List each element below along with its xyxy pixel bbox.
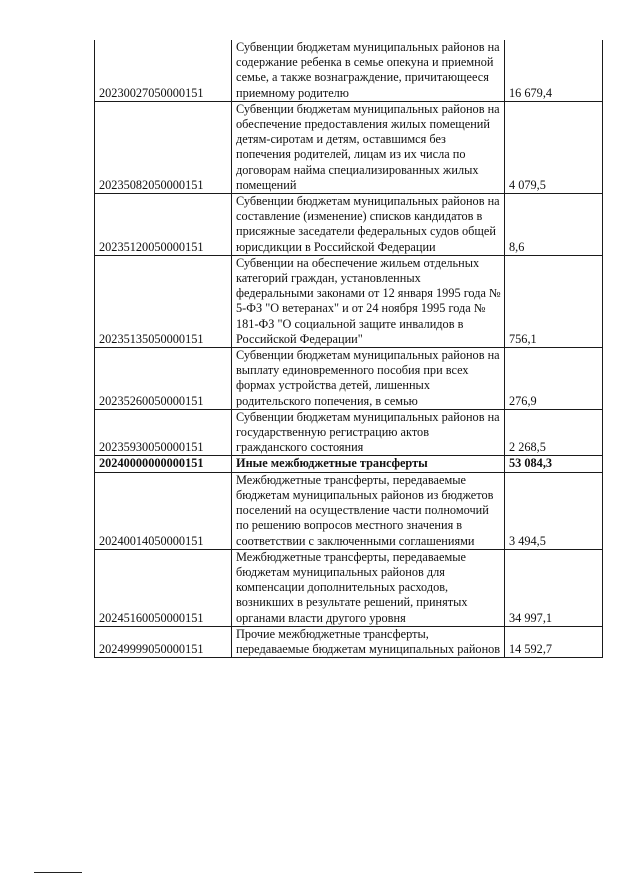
table-row — [95, 101, 603, 193]
description-text: Прочие межбюджетные трансферты, передаваемые бюджетам муниципальных районов — [236, 626, 501, 656]
amount-cell: 756,1 — [505, 255, 603, 347]
description-cell — [232, 409, 505, 456]
description-cell — [232, 101, 505, 193]
amount-cell: 14 592,7 — [505, 626, 603, 657]
description-text: Межбюджетные трансферты, передаваемые бюджетам муниципальных районов из бюджетов поселений на осуществление части полномочий по решению вопросов местного значения в соответствии с заключенными соглашениями — [236, 472, 494, 548]
description-cell — [232, 456, 505, 472]
description-text: Субвенции бюджетам муниципальных районов на государственную регистрацию актов гражданского состояния — [236, 409, 500, 455]
amount-cell: 4 079,5 — [505, 101, 603, 193]
budget-code-cell: 20245160050000151 — [95, 549, 232, 626]
description-cell — [232, 348, 505, 410]
table-row — [95, 255, 603, 347]
table-row — [95, 194, 603, 256]
budget-code-cell: 20249999050000151 — [95, 626, 232, 657]
table-row — [95, 40, 603, 101]
amount-cell: 8,6 — [505, 194, 603, 256]
budget-code-cell: 20235135050000151 — [95, 255, 232, 347]
description-text: Субвенции бюджетам муниципальных районов на обеспечение предоставления жилых помещений детям-сиротам и детям, оставшимся без попечения родителей, лицам из их числа по договорам найма специализированных жилых помещений — [236, 101, 500, 192]
description-cell — [232, 40, 505, 101]
description-text: Межбюджетные трансферты, передаваемые бюджетам муниципальных районов для компенсации дополнительных расходов, возникших в результате решений, принятых органами власти другого уровня — [236, 549, 468, 625]
table-row — [95, 549, 603, 626]
budget-code-cell: 20235930050000151 — [95, 409, 232, 456]
budget-code-cell: 20240014050000151 — [95, 472, 232, 549]
description-cell — [232, 472, 505, 549]
amount-cell: 3 494,5 — [505, 472, 603, 549]
budget-code-cell: 20230027050000151 — [95, 40, 232, 101]
description-text: Субвенции бюджетам муниципальных районов на составление (изменение) списков кандидатов в присяжные заседатели федеральных судов общей юрисдикции в Российской Федерации — [236, 194, 500, 254]
description-cell — [232, 194, 505, 256]
amount-cell: 53 084,3 — [505, 456, 603, 472]
description-cell — [232, 255, 505, 347]
description-text: Иные межбюджетные трансферты — [236, 456, 428, 471]
table-row-total — [95, 456, 603, 472]
budget-code-cell: 20240000000000151 — [95, 456, 232, 472]
amount-cell: 276,9 — [505, 348, 603, 410]
budget-code-cell: 20235260050000151 — [95, 348, 232, 410]
description-text: Субвенции бюджетам муниципальных районов на содержание ребенка в семье опекуна и приемной семье, а также вознаграждение, причитающееся приемному родителю — [236, 40, 500, 100]
description-text: Субвенции на обеспечение жильем отдельных категорий граждан, установленных федеральными законами от 12 января 1995 года № 5-ФЗ "О ветеранах" и от 24 ноября 1995 года № 181-ФЗ "О социальной защите инвалидов в Российской Федерации" — [236, 255, 501, 346]
budget-table — [94, 40, 603, 658]
amount-cell: 34 997,1 — [505, 549, 603, 626]
table-row — [95, 348, 603, 410]
footnote-divider — [34, 872, 82, 873]
table-row — [95, 626, 603, 657]
amount-cell: 2 268,5 — [505, 409, 603, 456]
budget-code-cell: 20235120050000151 — [95, 194, 232, 256]
table-row — [95, 472, 603, 549]
budget-table-body — [95, 40, 603, 658]
description-text: Субвенции бюджетам муниципальных районов на выплату единовременного пособия при всех формах устройства детей, лишенных родительского попечения, в семью — [236, 348, 500, 408]
budget-code-cell: 20235082050000151 — [95, 101, 232, 193]
table-row — [95, 409, 603, 456]
description-cell — [232, 549, 505, 626]
description-cell — [232, 626, 505, 657]
amount-cell: 16 679,4 — [505, 40, 603, 101]
